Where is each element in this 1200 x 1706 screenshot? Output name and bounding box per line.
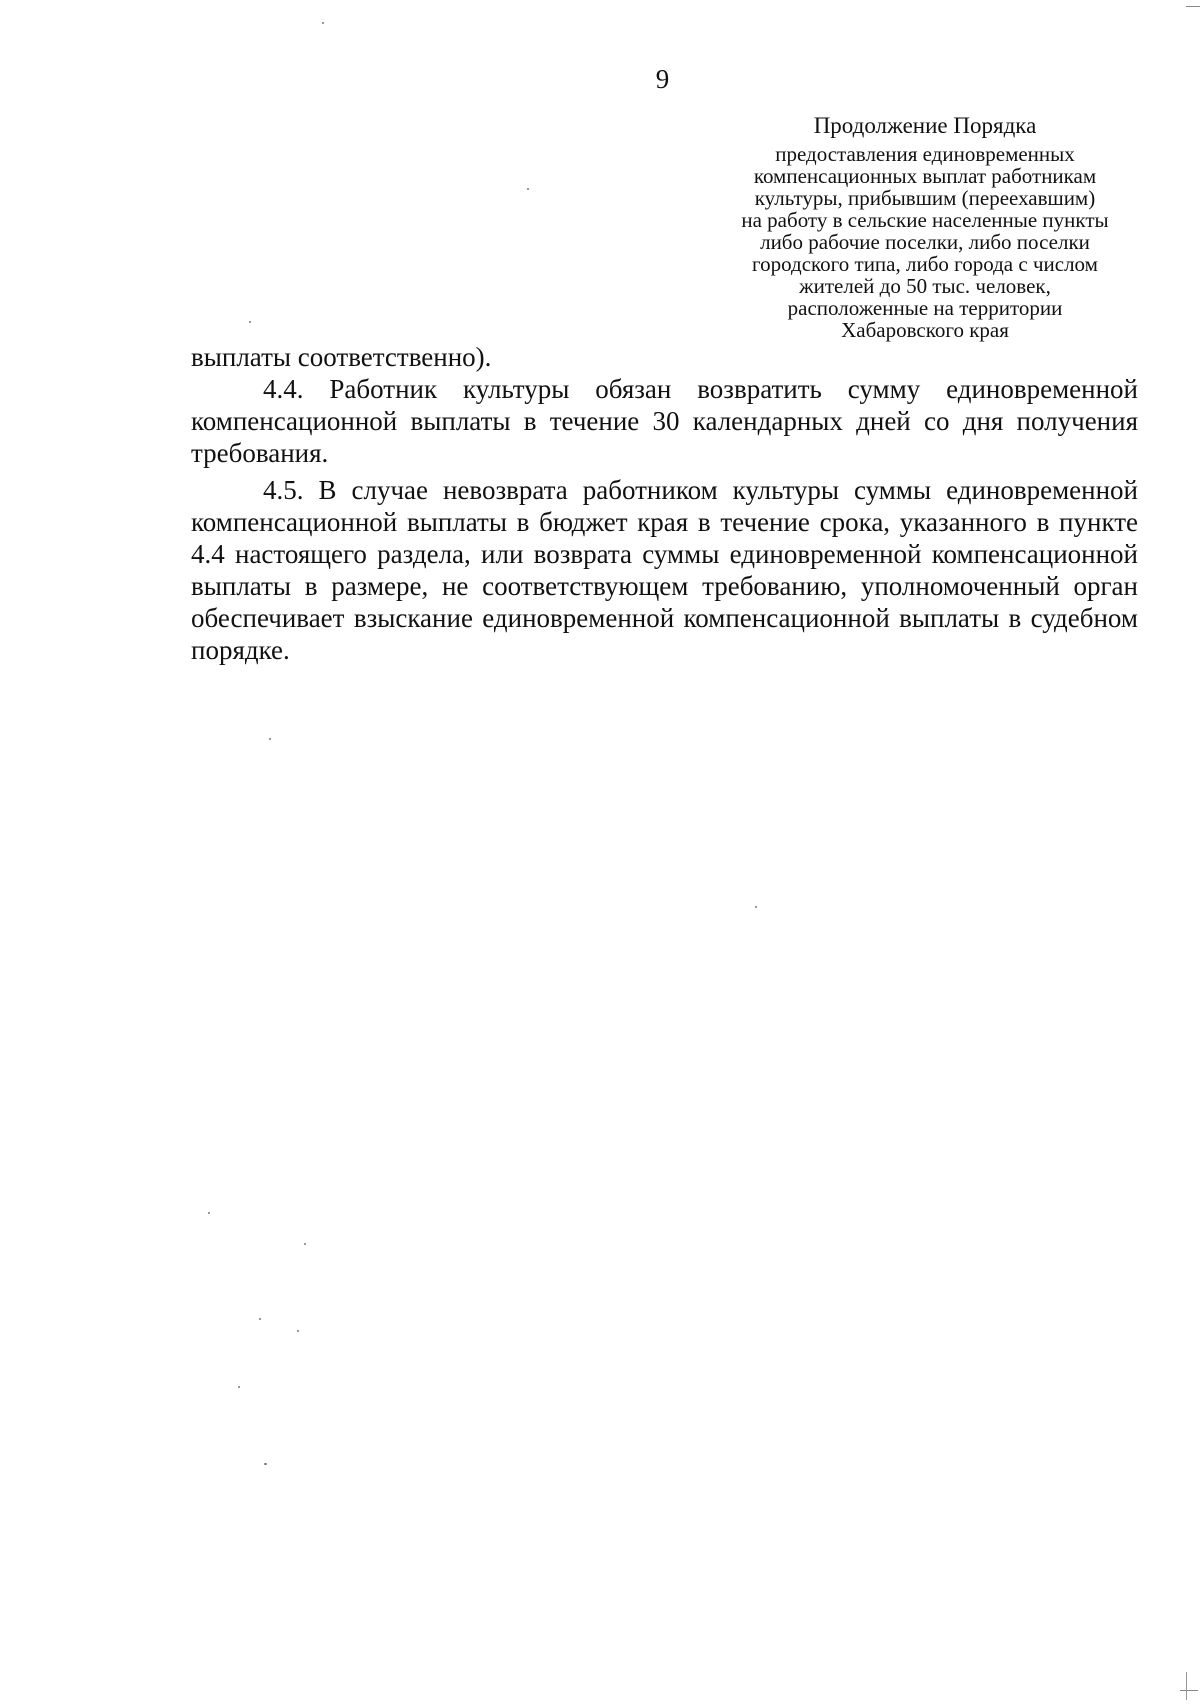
paragraph-continuation: выплаты соответственно). (191, 342, 492, 372)
scan-speck (259, 1318, 261, 1320)
header-line: культуры, прибывшим (переехавшим) (754, 186, 1096, 210)
page-number: 9 (655, 64, 670, 94)
scan-speck (527, 188, 529, 190)
scan-speck (264, 1463, 267, 1465)
header-line: предоставления единовременных (775, 142, 1075, 166)
scan-speck (269, 738, 271, 740)
header-line: расположенные на территории (787, 296, 1063, 320)
scan-speck (238, 1386, 240, 1388)
margin-mark (1180, 1690, 1198, 1691)
margin-mark (1186, 6, 1200, 7)
header-line: городского типа, либо города с числом (752, 252, 1098, 276)
scan-speck (208, 1212, 210, 1214)
paragraph-4-5: 4.5. В случае невозврата работником культуры суммы единовременной компенсационной выплаты в бюджет края в течение срока, указанного в пункте 4.4 настоящего раздела, или возврата суммы единовременной компенсационной выплаты в размере, не соответствующем требованию, уполномоченный орган обеспечивает взыскание единовременной компенсационной выплаты в судебном порядке. (191, 475, 1138, 665)
paragraph-4-4: 4.4. Работник культуры обязан возвратить сумму единовременной компенсационной выплаты в течение 30 календарных дней со дня получения требования. (191, 374, 1138, 468)
scan-speck (297, 1330, 299, 1332)
header-line: жителей до 50 тыс. человек, (799, 274, 1051, 298)
header-line: либо рабочие поселки, либо поселки (760, 230, 1090, 254)
header-block (690, 113, 1160, 341)
header-line: Хабаровского края (841, 318, 1009, 342)
body-text (191, 341, 1138, 666)
header-line: компенсационных выплат работникам (753, 164, 1097, 188)
header-line: на работу в сельские населенные пункты (741, 208, 1109, 232)
scan-speck (322, 22, 324, 24)
scan-speck (755, 906, 757, 908)
scan-speck (304, 1243, 306, 1245)
margin-mark (1186, 1672, 1187, 1700)
scan-speck (249, 321, 251, 323)
header-title: Продолжение Порядка (813, 113, 1037, 138)
